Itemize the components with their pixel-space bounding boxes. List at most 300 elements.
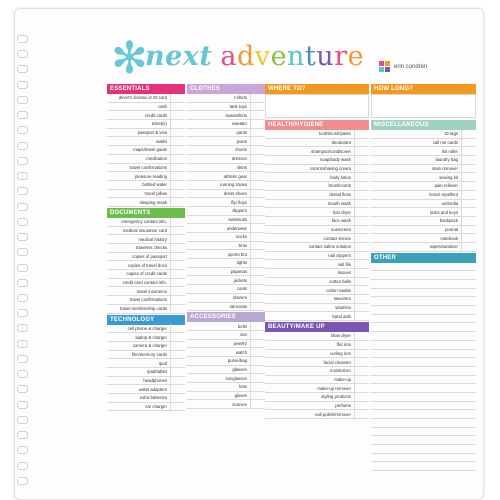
checklist-row	[371, 191, 476, 200]
checkbox[interactable]	[250, 348, 265, 356]
checkbox[interactable]	[250, 163, 265, 171]
checkbox[interactable]	[354, 147, 369, 155]
checkbox[interactable]	[354, 208, 369, 216]
checkbox[interactable]	[354, 332, 369, 340]
section-accessories	[187, 312, 265, 409]
checkbox[interactable]	[461, 234, 476, 242]
checklist-item-label: slippers	[232, 208, 247, 214]
checkbox[interactable]	[250, 276, 265, 284]
checklist-item-label: credit cards	[144, 112, 167, 118]
brand-logo-icon	[379, 61, 391, 73]
checklist-row	[107, 403, 185, 412]
binder-hole	[17, 126, 28, 134]
checkbox[interactable]	[170, 111, 185, 119]
checklist-item-label: band aids	[332, 313, 351, 319]
checklist-row	[107, 137, 185, 146]
checklist-row	[371, 165, 476, 174]
checkbox[interactable]	[354, 269, 369, 277]
blank-write-line[interactable]	[371, 289, 476, 298]
blank-write-line[interactable]	[371, 315, 476, 324]
checklist-item-label: nail file	[337, 261, 351, 267]
blank-write-line[interactable]	[371, 384, 476, 393]
how-long-field[interactable]	[371, 94, 476, 118]
checkbox[interactable]	[354, 375, 369, 383]
checklist-item-label: emergency contact info.	[121, 219, 167, 225]
binder-hole	[17, 248, 28, 256]
checkbox[interactable]	[170, 103, 185, 111]
checklist-item-label: travel confirmations	[129, 164, 167, 170]
checklist-row	[187, 331, 265, 340]
blank-write-line[interactable]	[371, 323, 476, 332]
checklist-row	[265, 234, 369, 243]
checkbox[interactable]	[250, 285, 265, 293]
checklist-row	[265, 165, 369, 174]
binder-hole	[17, 233, 28, 241]
checkbox[interactable]	[354, 349, 369, 357]
checklist-item-label: scarves	[232, 401, 247, 407]
checklist-row	[265, 156, 369, 165]
where-to-field[interactable]	[265, 94, 369, 118]
checkbox[interactable]	[250, 322, 265, 330]
checklist-row	[187, 111, 265, 120]
binder-hole	[17, 50, 28, 58]
checklist-item-label: sleeping mask	[139, 199, 167, 205]
checkbox[interactable]	[170, 235, 185, 243]
checklist-row	[265, 304, 369, 313]
blank-write-line[interactable]	[371, 376, 476, 385]
checklist-item-label: copies of credit cards	[126, 271, 167, 277]
checklist-row	[187, 259, 265, 268]
checklist-row	[187, 348, 265, 357]
checkbox[interactable]	[170, 359, 185, 367]
checkbox[interactable]	[461, 173, 476, 181]
checkbox[interactable]	[354, 367, 369, 375]
checklist-item-label: copies of travel docs	[127, 262, 167, 268]
checkbox[interactable]	[250, 374, 265, 382]
checklist-row	[107, 296, 185, 305]
checkbox[interactable]	[461, 147, 476, 155]
checklist-row	[107, 227, 185, 236]
checkbox[interactable]	[250, 242, 265, 250]
blank-write-line[interactable]	[371, 445, 476, 454]
checklist-row	[187, 190, 265, 199]
checklist-row	[265, 217, 369, 226]
checklist-row	[265, 393, 369, 402]
checklist-row	[371, 200, 476, 209]
checklist-row	[107, 244, 185, 253]
title-letter: e	[347, 41, 365, 72]
checkbox[interactable]	[170, 350, 185, 358]
blank-write-line[interactable]	[371, 271, 476, 280]
title-letter: d	[237, 41, 255, 72]
checklist-item-label: notebook	[440, 235, 458, 241]
blank-write-line[interactable]	[371, 280, 476, 289]
checkbox[interactable]	[170, 305, 185, 313]
checkbox[interactable]	[250, 189, 265, 197]
checkbox[interactable]	[250, 103, 265, 111]
checklist-row	[265, 139, 369, 148]
section-technology	[107, 315, 185, 412]
title-letter: u	[316, 41, 335, 72]
section-essentials	[107, 84, 185, 207]
section-header-beauty: BEAUTY/MAKE UP	[265, 322, 369, 332]
checklist-item-label: toothbrush/paste	[318, 131, 351, 137]
binder-holes	[15, 35, 29, 485]
checkbox[interactable]	[170, 394, 185, 402]
checkbox[interactable]	[354, 234, 369, 242]
checkbox[interactable]	[354, 225, 369, 233]
checklist-row	[265, 286, 369, 295]
checkbox[interactable]	[170, 198, 185, 206]
checkbox[interactable]	[170, 137, 185, 145]
checkbox[interactable]	[354, 260, 369, 268]
checklist-row	[265, 269, 369, 278]
checklist-item-label: vitamins	[335, 305, 351, 311]
binder-hole	[17, 35, 28, 43]
checklist-row	[265, 332, 369, 341]
checklist-item-label: cell phone & charger	[127, 325, 167, 331]
checkbox[interactable]	[170, 376, 185, 384]
checklist-item-label: pain reliever	[434, 183, 458, 189]
checkbox[interactable]	[170, 270, 185, 278]
checklist-item-label: facial cleanser	[323, 359, 351, 365]
blank-write-line[interactable]	[371, 393, 476, 402]
section-miscellaneous	[371, 120, 476, 252]
checkbox[interactable]	[250, 383, 265, 391]
checklist-item-label: nail clippers	[328, 252, 351, 258]
binder-hole	[17, 431, 28, 439]
checklist-row	[265, 191, 369, 200]
checklist-row	[265, 367, 369, 376]
checkbox[interactable]	[354, 251, 369, 259]
blank-write-line[interactable]	[371, 410, 476, 419]
checklist-row	[187, 392, 265, 401]
checklist-item-label: face wash	[331, 218, 351, 224]
checklist-row	[187, 207, 265, 216]
checkbox[interactable]	[354, 393, 369, 401]
checkbox[interactable]	[250, 129, 265, 137]
checkbox[interactable]	[170, 385, 185, 393]
checkbox[interactable]	[250, 331, 265, 339]
checklist-row	[371, 243, 476, 252]
checklist-item-label: cash	[157, 104, 167, 110]
checklist-item-label: contact lenses	[323, 235, 351, 241]
checklist-item-label: film/memory cards	[131, 351, 167, 357]
checklist-item-label: skirts	[236, 164, 247, 170]
checklist-row	[107, 198, 185, 207]
checklist-row	[107, 120, 185, 129]
checkbox[interactable]	[250, 146, 265, 154]
checklist-item-label: coats	[236, 286, 247, 292]
checkbox[interactable]	[250, 268, 265, 276]
checkbox[interactable]	[354, 286, 369, 294]
checklist-item-label: t-shirts	[234, 95, 247, 101]
checkbox[interactable]	[354, 312, 369, 320]
checklist-item-label: soap/body wash	[319, 157, 351, 163]
checklist-item-label: lint roller	[441, 148, 458, 154]
checklist-item-label: shorts	[235, 147, 247, 153]
checklist-item-label: ipod	[158, 360, 167, 366]
checklist-item-label: dresses	[231, 156, 247, 162]
checkbox[interactable]	[170, 287, 185, 295]
checklist-row	[187, 164, 265, 173]
checkbox[interactable]	[250, 357, 265, 365]
checkbox[interactable]	[250, 137, 265, 145]
column-4	[371, 84, 476, 471]
checklist-row	[265, 376, 369, 385]
checkbox[interactable]	[170, 253, 185, 261]
blank-write-line[interactable]	[371, 462, 476, 471]
checkbox[interactable]	[170, 181, 185, 189]
blank-write-line[interactable]	[371, 263, 476, 272]
checklist-item-label: credit card contact info.	[122, 280, 167, 286]
checklist-row	[371, 139, 476, 148]
binder-hole	[17, 401, 28, 409]
checkbox[interactable]	[354, 278, 369, 286]
checklist-row	[107, 111, 185, 120]
checklist-item-label: stain remover	[431, 166, 458, 172]
checklist-item-label: dress shoes	[223, 190, 247, 196]
checklist-item-label: watch	[235, 349, 247, 355]
checklist-item-label: tweezers	[333, 296, 351, 302]
checklist-row	[265, 384, 369, 393]
checklist-item-label: maps/travel guide	[133, 147, 167, 153]
binder-hole	[17, 142, 28, 150]
blank-write-line[interactable]	[371, 358, 476, 367]
checkbox[interactable]	[170, 296, 185, 304]
checklist-row	[187, 374, 265, 383]
checkbox[interactable]	[461, 139, 476, 147]
checklist-row	[107, 394, 185, 403]
checkbox[interactable]	[354, 191, 369, 199]
checklist-row	[371, 147, 476, 156]
checklist-item-label: wallet	[156, 138, 167, 144]
checkbox[interactable]	[250, 233, 265, 241]
checklist-item-label: raincoats	[229, 303, 247, 309]
blank-write-line[interactable]	[371, 367, 476, 376]
checklist-item-label: bottled water	[142, 182, 167, 188]
checklist-item-label: camera & charger	[132, 343, 167, 349]
binder-hole	[17, 309, 28, 317]
checklist-row	[107, 172, 185, 181]
checkbox[interactable]	[170, 129, 185, 137]
checkbox[interactable]	[461, 165, 476, 173]
checkbox[interactable]	[250, 172, 265, 180]
binder-hole	[17, 294, 28, 302]
checkbox[interactable]	[170, 120, 185, 128]
blank-write-line[interactable]	[371, 332, 476, 341]
checkbox[interactable]	[461, 156, 476, 164]
checklist-item-label: sewing kit	[439, 174, 458, 180]
checkbox[interactable]	[170, 172, 185, 180]
checklist-row	[187, 155, 265, 164]
checklist-row	[265, 182, 369, 191]
checklist-item-label: curling iron	[329, 350, 351, 356]
checkbox[interactable]	[170, 244, 185, 252]
checkbox[interactable]	[170, 163, 185, 171]
checkbox[interactable]	[250, 198, 265, 206]
blank-write-line[interactable]	[371, 454, 476, 463]
checklist-row	[187, 357, 265, 366]
checklist-item-label: travel confirmations	[129, 297, 167, 303]
checklist-row	[187, 294, 265, 303]
checkbox[interactable]	[461, 208, 476, 216]
section-header-health: HEALTH/HYGIENE	[265, 120, 369, 130]
checklist-item-label: mouth wash	[327, 200, 351, 206]
checkbox[interactable]	[250, 155, 265, 163]
checklist-item-label: copies of passport	[132, 254, 167, 260]
checklist-item-label: make-up	[334, 376, 351, 382]
checkbox[interactable]	[354, 199, 369, 207]
section-beauty-make-up	[265, 322, 369, 419]
checklist-item-label: glasses	[232, 366, 247, 372]
checkbox[interactable]	[170, 333, 185, 341]
checklist-row	[107, 270, 185, 279]
checkbox[interactable]	[170, 279, 185, 287]
checkbox[interactable]	[170, 189, 185, 197]
checkbox[interactable]	[461, 191, 476, 199]
blank-write-line[interactable]	[371, 419, 476, 428]
checkbox[interactable]	[354, 217, 369, 225]
checkbox[interactable]	[354, 173, 369, 181]
checklist-item-label: laundry bag	[435, 157, 458, 163]
checklist-item-label: shampoo/conditioner	[311, 148, 351, 154]
checkbox[interactable]	[461, 182, 476, 190]
checklist-row	[265, 226, 369, 235]
checkbox[interactable]	[354, 156, 369, 164]
checklist-row	[107, 155, 185, 164]
checkbox[interactable]	[250, 207, 265, 215]
checklist-item-label: jackets	[233, 277, 247, 283]
checkbox[interactable]	[170, 342, 185, 350]
checkbox[interactable]	[250, 259, 265, 267]
checklist-row	[187, 276, 265, 285]
checklist-row	[265, 130, 369, 139]
checklist-item-label: insect repellent	[429, 192, 458, 198]
checkbox[interactable]	[250, 250, 265, 258]
checkbox[interactable]	[354, 130, 369, 138]
checklist-item-label: sports bra	[227, 251, 247, 257]
checklist-item-label: medication	[146, 156, 167, 162]
checkbox[interactable]	[461, 199, 476, 207]
checkbox[interactable]	[354, 341, 369, 349]
checkbox[interactable]	[354, 384, 369, 392]
checklist-row	[107, 218, 185, 227]
title-letter: e	[270, 41, 288, 72]
checkbox[interactable]	[170, 403, 185, 411]
blank-write-line[interactable]	[371, 341, 476, 350]
checkbox[interactable]	[354, 165, 369, 173]
checkbox[interactable]	[170, 146, 185, 154]
checklist-row	[187, 383, 265, 392]
binder-hole	[17, 446, 28, 454]
binder-hole	[17, 279, 28, 287]
checkbox[interactable]	[354, 243, 369, 251]
checkbox[interactable]	[250, 224, 265, 232]
checklist-row	[187, 268, 265, 277]
checklist-item-label: tights	[236, 260, 247, 266]
checkbox[interactable]	[461, 217, 476, 225]
checkbox[interactable]	[461, 243, 476, 251]
checkbox[interactable]	[170, 261, 185, 269]
checklist-row	[265, 295, 369, 304]
checkbox[interactable]	[170, 368, 185, 376]
checkbox[interactable]	[250, 111, 265, 119]
checkbox[interactable]	[250, 392, 265, 400]
checkbox[interactable]	[250, 294, 265, 302]
blank-write-line[interactable]	[371, 350, 476, 359]
checklist-row	[107, 359, 185, 368]
checkbox[interactable]	[170, 226, 185, 234]
checklist-row	[371, 182, 476, 191]
checklist-row	[107, 253, 185, 262]
checkbox[interactable]	[250, 365, 265, 373]
checklist-item-label: styling products	[321, 394, 351, 400]
checklist-row	[107, 377, 185, 386]
blank-write-line[interactable]	[371, 402, 476, 411]
brand-logo	[379, 61, 427, 73]
blank-write-line[interactable]	[371, 297, 476, 306]
checkbox[interactable]	[461, 225, 476, 233]
checklist-item-label: pajamas	[230, 269, 247, 275]
checkbox[interactable]	[354, 295, 369, 303]
checkbox[interactable]	[250, 94, 265, 102]
column-3	[265, 84, 369, 419]
checkbox[interactable]	[170, 218, 185, 226]
checkbox[interactable]	[250, 181, 265, 189]
checkbox[interactable]	[250, 400, 265, 408]
checkbox[interactable]	[354, 139, 369, 147]
checklist-row	[187, 303, 265, 312]
checklist-item-label: belts	[237, 323, 247, 329]
checkbox[interactable]	[354, 182, 369, 190]
checklist-item-label: body lotion	[330, 174, 351, 180]
checkbox[interactable]	[250, 215, 265, 223]
checkbox[interactable]	[250, 339, 265, 347]
checkbox[interactable]	[354, 410, 369, 418]
checkbox[interactable]	[354, 304, 369, 312]
checklist-item-label: tissues	[337, 270, 351, 276]
checklist-row	[107, 129, 185, 138]
binder-hole	[17, 385, 28, 393]
blank-write-line[interactable]	[371, 436, 476, 445]
checklist-row	[265, 173, 369, 182]
checklist-row	[107, 325, 185, 334]
where-to-header: WHERE TO?	[265, 84, 369, 94]
checkbox[interactable]	[461, 130, 476, 138]
checkbox[interactable]	[170, 324, 185, 332]
checkbox[interactable]	[250, 120, 265, 128]
blank-write-line[interactable]	[371, 306, 476, 315]
blank-write-line[interactable]	[371, 428, 476, 437]
checkbox[interactable]	[354, 358, 369, 366]
checkbox[interactable]	[170, 155, 185, 163]
binder-hole	[17, 477, 28, 485]
page-title	[145, 40, 364, 74]
how-long-header: HOW LONG?	[371, 84, 476, 94]
page-header	[111, 33, 491, 84]
section-clothes	[187, 84, 265, 311]
checkbox[interactable]	[250, 302, 265, 310]
checklist-item-label: travel insurance	[136, 288, 167, 294]
checkbox[interactable]	[170, 94, 185, 102]
title-letter: v	[254, 41, 271, 72]
section-health-hygiene	[265, 120, 369, 321]
checklist-row	[187, 285, 265, 294]
checklist-item-label: gloves	[234, 393, 247, 399]
binder-hole	[17, 416, 28, 424]
checkbox[interactable]	[354, 401, 369, 409]
